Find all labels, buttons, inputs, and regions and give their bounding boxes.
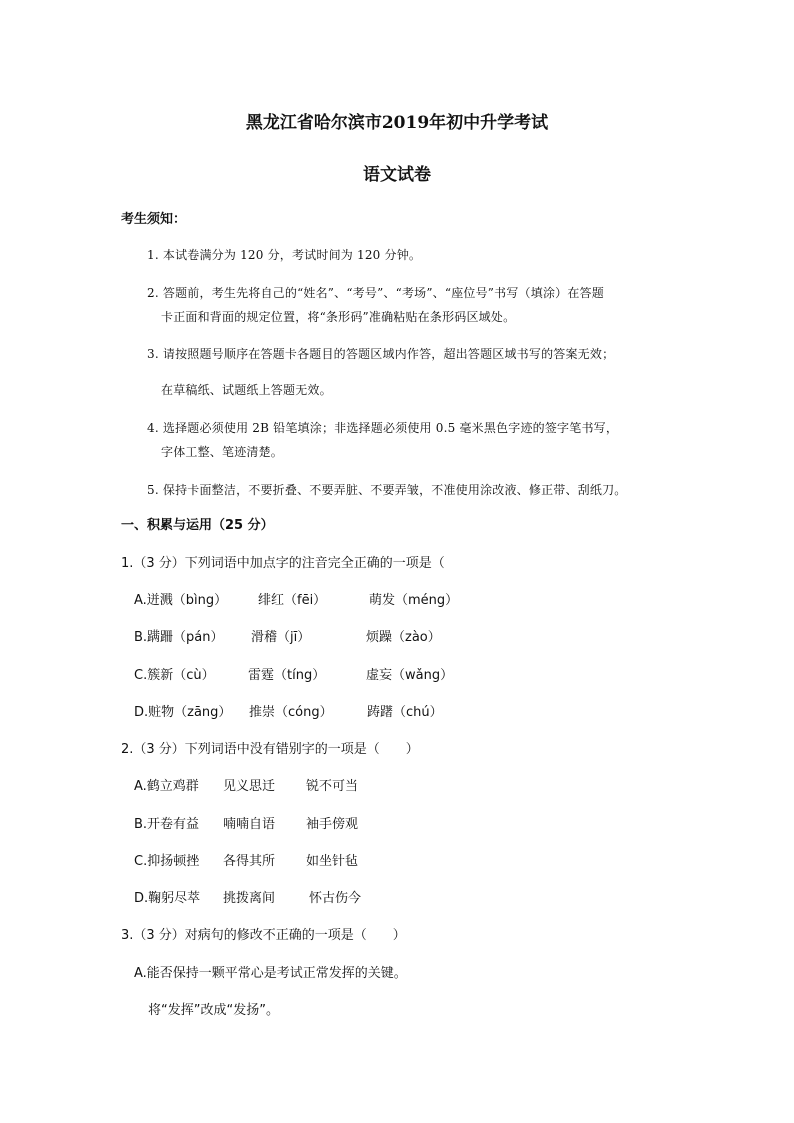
q2-option-b-1: B.开卷有益 bbox=[134, 817, 200, 832]
q3-option-a-fix: 将“发挥”改成“发扬”。 bbox=[148, 1003, 279, 1018]
q2-option-a-3: 锐不可当 bbox=[306, 779, 359, 794]
q1-option-a-1: A.迸溅（bìng） bbox=[134, 593, 228, 608]
notice-item-4-cont: 字体工整、笔迹清楚。 bbox=[161, 445, 284, 459]
page-title: 黑龙江省哈尔滨市2019年初中升学考试 bbox=[245, 113, 549, 133]
q1-option-a-3: 萌发（méng） bbox=[369, 593, 459, 608]
notice-item-5: 5. 保持卡面整洁，不要折叠、不要弄脏、不要弄皱，不准使用涂改液、修正带、刮纸刀。 bbox=[147, 483, 627, 497]
q1-option-d-3: 踌躇（chú） bbox=[367, 705, 443, 720]
q1-option-d-1: D.赃物（zāng） bbox=[134, 705, 232, 720]
q2-option-a-1: A.鹤立鸡群 bbox=[134, 779, 199, 794]
notice-item-4: 4. 选择题必须使用 2B 铅笔填涂；非选择题必须使用 0.5 毫米黑色字迹的签字笔书写， bbox=[147, 421, 619, 435]
q1-option-c-1: C.簇新（cù） bbox=[134, 668, 215, 683]
q1-option-b-3: 烦躁（zào） bbox=[366, 630, 441, 645]
q2-option-b-2: 喃喃自语 bbox=[223, 817, 276, 832]
question-2-stem: 2.（3 分）下列词语中没有错别字的一项是（ ） bbox=[121, 742, 419, 757]
question-1-stem: 1.（3 分）下列词语中加点字的注音完全正确的一项是（ bbox=[121, 556, 445, 571]
q2-option-c-1: C.抑扬顿挫 bbox=[134, 854, 200, 869]
page-subtitle: 语文试卷 bbox=[363, 165, 431, 185]
section-heading: 一、积累与运用（25 分） bbox=[121, 518, 274, 533]
q2-option-d-3: 怀古伤今 bbox=[309, 891, 362, 906]
q1-option-c-2: 雷霆（tíng） bbox=[248, 668, 326, 683]
q2-option-d-1: D.鞠躬尽萃 bbox=[134, 891, 201, 906]
q1-option-b-2: 滑稽（jī） bbox=[251, 630, 311, 645]
notice-heading: 考生须知： bbox=[121, 212, 187, 227]
notice-item-3-cont: 在草稿纸、试题纸上答题无效。 bbox=[161, 383, 332, 397]
q1-option-c-3: 虚妄（wǎng） bbox=[366, 668, 454, 683]
q3-option-a: A.能否保持一颗平常心是考试正常发挥的关键。 bbox=[134, 966, 407, 981]
notice-item-3: 3. 请按照题号顺序在答题卡各题目的答题区域内作答，超出答题区域书写的答案无效； bbox=[147, 347, 615, 361]
q1-option-d-2: 推崇（cóng） bbox=[249, 705, 333, 720]
q1-option-a-2: 绯红（fēi） bbox=[258, 593, 327, 608]
q2-option-c-2: 各得其所 bbox=[223, 854, 276, 869]
q2-option-d-2: 挑拨离间 bbox=[223, 891, 276, 906]
q2-option-c-3: 如坐针毡 bbox=[306, 854, 359, 869]
q2-option-b-3: 袖手傍观 bbox=[306, 817, 359, 832]
notice-item-2-cont: 卡正面和背面的规定位置，将“条形码”准确粘贴在条形码区域处。 bbox=[161, 310, 516, 324]
notice-item-2: 2. 答题前，考生先将自己的“姓名”、“考号”、“考场”、“座位号”书写（填涂）在答题 bbox=[147, 286, 604, 300]
q2-option-a-2: 见义思迁 bbox=[223, 779, 276, 794]
notice-item-1: 1. 本试卷满分为 120 分，考试时间为 120 分钟。 bbox=[147, 248, 422, 262]
question-3-stem: 3.（3 分）对病句的修改不正确的一项是（ ） bbox=[121, 928, 406, 943]
q1-option-b-1: B.蹒跚（pán） bbox=[134, 630, 224, 645]
